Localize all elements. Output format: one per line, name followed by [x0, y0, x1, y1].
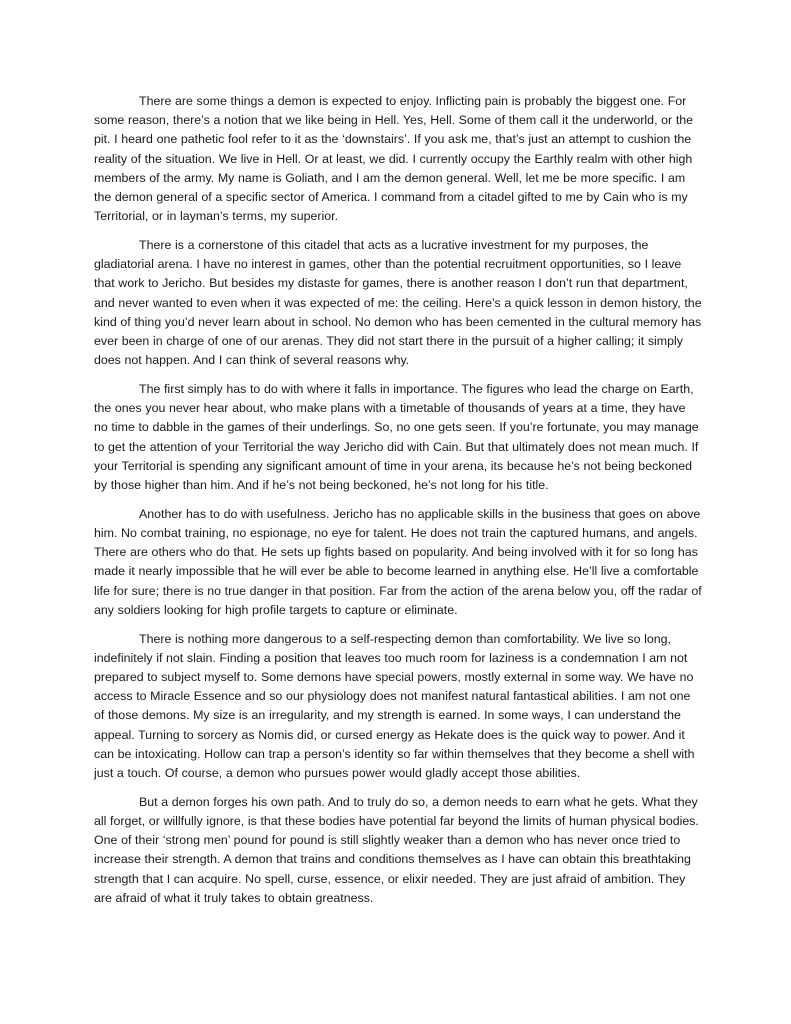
paragraph-5: There is nothing more dangerous to a self-respecting demon than comfortability. We live so long, indefinitely if not slain. Finding a position that leaves too much room for laziness is a condemnation I am not prepared to subject myself to. Some demons have special powers, mostly external in some way. We have no access to Miracle Essence and so our physiology does not manifest natural fantastical abilities. I am not one of those demons. My size is an irregularity, and my strength is earned. In some ways, I can understand the appeal. Turning to sorcery as Nomis did, or cursed energy as Hekate does is the quick way to power. And it can be intoxicating. Hollow can trap a person’s identity so far within themselves that they become a shell with just a touch. Of course, a demon who pursues power would gladly accept those abilities.	[94, 631, 695, 781]
paragraph-6: But a demon forges his own path. And to truly do so, a demon needs to earn what he gets. What they all forget, or willfully ignore, is that these bodies have potential far beyond the limits of human physical bodies. One of their ‘strong men’ pound for pound is still slightly weaker than a demon who has never once tried to increase their strength. A demon that trains and conditions themselves as I have can obtain this breathtaking strength that I can acquire. No spell, curse, essence, or elixir needed. They are just afraid of ambition. They are afraid of what it truly takes to obtain greatness.	[94, 794, 699, 905]
paragraph-4: Another has to do with usefulness. Jericho has no applicable skills in the business that goes on above him. No combat training, no espionage, no eye for talent. He does not train the captured humans, and angels. There are others who do that. He sets up fights based on popularity. And being involved with it for so long has made it nearly impossible that he will ever be able to become learned in anything else. He’ll live a comfortable life for sure; there is no true danger in that position. Far from the action of the arena below you, off the radar of any soldiers looking for high profile targets to capture or eliminate.	[94, 506, 702, 617]
paragraph-1: There are some things a demon is expected to enjoy. Inflicting pain is probably the biggest one. For some reason, there’s a notion that we like being in Hell. Yes, Hell. Some of them call it the underworld, or the pit. I heard one pathetic fool refer to it as the ‘downstairs’. If you ask me, that’s just an attempt to cushion the reality of the situation. We live in Hell. Or at least, we did. I currently occupy the Earthly realm with other high members of the army. My name is Goliath, and I am the demon general. Well, let me be more specific. I am the demon general of a specific sector of America. I command from a citadel gifted to me by Cain who is my Territorial, or in layman’s terms, my superior.	[94, 94, 694, 224]
document-body	[94, 92, 702, 918]
paragraph-3: The first simply has to do with where it falls in importance. The figures who lead the charge on Earth, the ones you never hear about, who make plans with a timetable of thousands of years at a time, they have no time to dabble in the games of their underlings. So, no one gets seen. If you’re fortunate, you may manage to get the attention of your Territorial the way Jericho did with Cain. But that ultimately does not mean much. If your Territorial is spending any significant amount of time in your arena, its because he’s not being beckoned by those higher than him. And if he’s not being beckoned, he’s not long for his title.	[94, 382, 699, 493]
paragraph-2: There is a cornerstone of this citadel that acts as a lucrative investment for my purposes, the gladiatorial arena. I have no interest in games, other than the potential recruitment opportunities, so I leave that work to Jericho. But besides my distaste for games, there is another reason I don’t run that department, and never wanted to even when it was expected of me: the ceiling. Here’s a quick lesson in demon history, the kind of thing you’d never learn about in school. No demon who has been cemented in the cultural memory has ever been in charge of one of our arenas. They did not start there in the pursuit of a higher calling; it simply does not happen. And I can think of several reasons why.	[94, 238, 702, 368]
